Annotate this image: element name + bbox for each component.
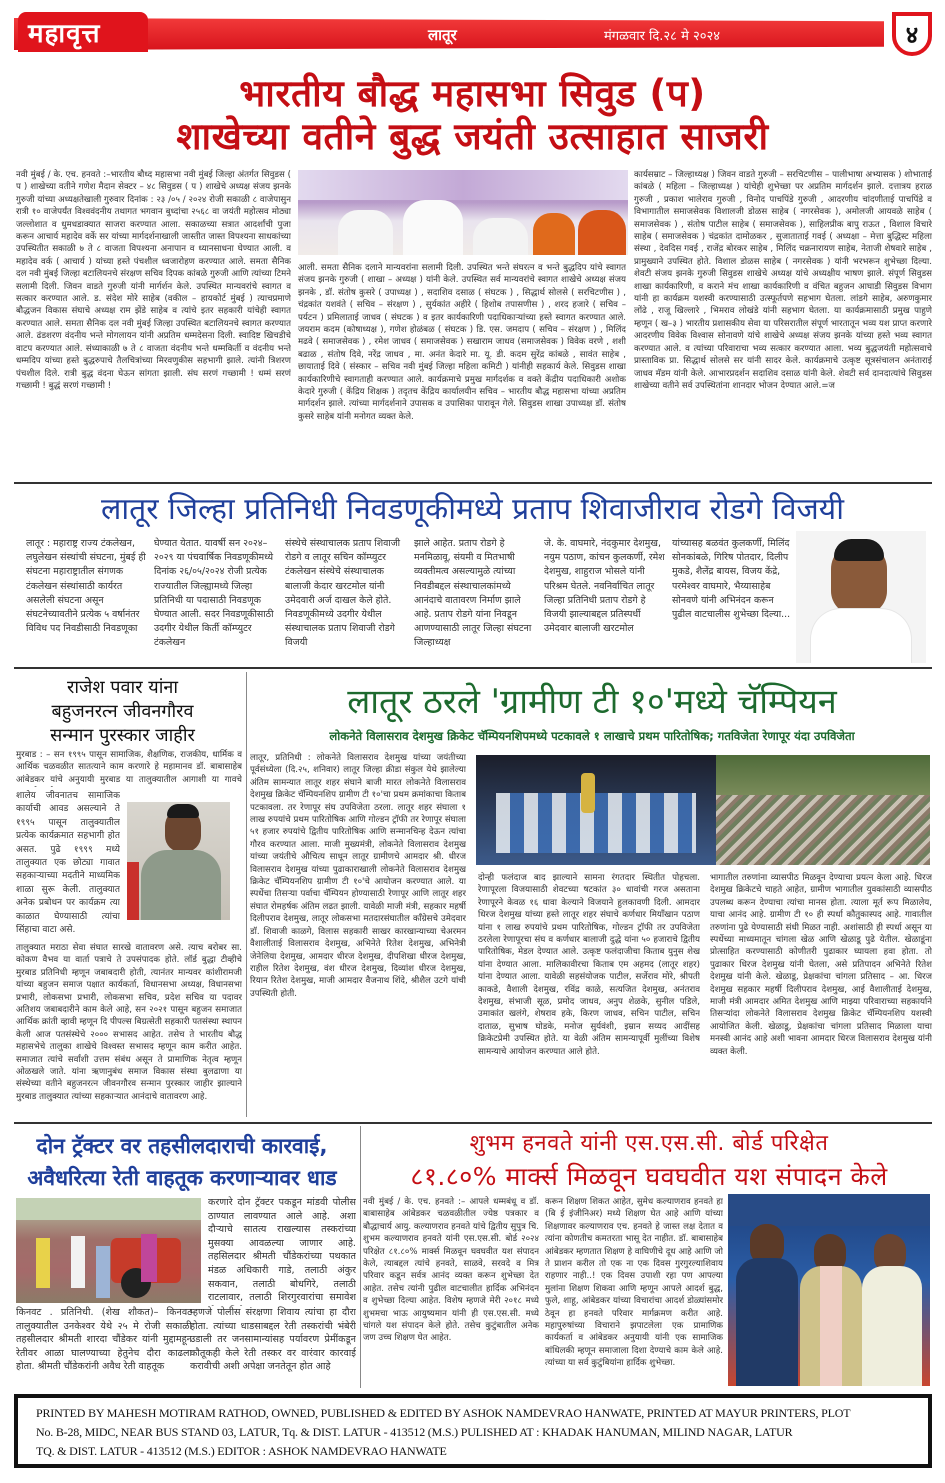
divider [14,1122,932,1124]
imprint-footer [14,1394,932,1468]
story1-column-1: नवी मुंबई / के. एच. हनवते :–भारतीय बौध्द महासभा नवी मुंबई जिल्हा अंतर्गत सिवुडस ( प ) शाखेच्या वतीने गणेश मैदान सेक्टर – ४८ सिवुडस ( प ) शाखेचे अध्यक्ष संजय झनके गुरुजी यांच्या अध्यक्षतेखाली गुरुवार दिनांक : २३ /०५ / २०२४ रोजी सकाळी ८ वाजेपासुन रात्री १० वाजेपर्यंत विश्ववंदनीय तथागत भगवान बुध्दांचा २५६८ वा जयंती महोत्सव मोठ्या जल्लोशात व धुमधडाक्यात साजरा करण्यात आला. सकाळच्या सत्रात आदर्शांची पुजा करून आचार्य महादेव वर्के सर यांच्या मार्गदर्शनाखाली जास्तीत जास्त विपश्यना साधकांच्या उपस्थितीत सकाळी ७ ते ८ वाजता विपश्यना अनापान व ध्यानसाधना घेण्यात आली. व महादेव वर्क ( आचार्य ) यांच्या हस्ते पंचशील ध्वजारोहण करण्यात आले. समता सैनिक दल नवी मुंबई जिल्हा बटालियनचे संरक्षण सचिव दिपक कांबळे गुरुजी आणि त्यांच्या टिमने सलामी दिली. जिवन वाडते गुरुजी यांनी मार्गर्शन केले. उपस्थित मान्यवरांचे स्वागत व सत्कार करण्यात आले. ड. संदेश मोरे साहेब (वकील – हायकोर्ट मुंबई ) त्याचप्रमाणे बौद्धजन विकास संघाचे अध्यक्ष राम झेंडे साहेब व त्यांचे इतर सहकारी यांचेही स्वागत करण्यात आले. समता सैनिक दल नवी मुंबई जिल्हा उपस्थित बटालियनचे स्वागत करण्यात आले. ढंडशरण वंदनीय भन्ते मोगलायन यांनी अप्रतिम धम्मदेसना दिली. स्वादिष्ट खिचडीचे वाटप करण्यात आले. संध्याकाळी ७ ते ८ वाजता वंदनीय भन्ते धम्मकिर्ती व वंदनीय भन्ते धम्मदिप यांच्या हस्ते बुद्धरुपाचे तैलचित्रांच्या मिरवणुकीस सहभागी झाले. त्यांनी त्रिशरण पंचशील दिले. रात्री बुद्ध वंदना घेऊन सांगता झाली. संघ सरणं गच्छामी ! धम्मं सरणं गच्छामी ! बुद्धं सरणं गच्छामी ! [16,170,291,391]
story2-column-6: यांच्यासह बळवंत कुलकर्णी, मिलिंद सोनकांबळे, गिरिष पोतदार, दिलीप मुकडे, शैलेंद्र बायस, विजय केंद्रे, परमेश्वर वाघमारे, भैय्यासाहेब सोनवणे यांनी अभिनंदन करून पुढील वाटचालीस शुभेच्छा दिल्या... [672,538,791,621]
issue-date: मंगळवार दि.२८ मे २०२४ [604,29,721,44]
story4-photo-cricket-champions [476,755,930,865]
story5-headline-line2: अवैधरित्या रेती वाहतूक करणाऱ्यावर धाड [27,1166,337,1190]
story6-photo-shubham-hanwate [728,1194,930,1386]
story2-column-5: जे. के. वाघमारे, नंदकुमार देशमुख, नयुम पठाण, कांचन कुलकर्णी, रमेश देशमुख, शाहुराज भोसले यांनी परिश्रम घेतले. नवनिर्वाचित लातूर जिल्हा प्रतिनिधी प्रताप रोडगे हे विजयी झाल्याबद्दल प्रतिस्पर्धी उमेदवार बालाजी खरटमोल [544,538,665,635]
story2-column-4: झाले आहेत. प्रताप रोडगे हे मनमिळावू, संयमी व मितभाषी व्यक्तीमत्व असल्यामुळे त्यांच्या निवडीबद्दल संस्थाचालकांमध्ये आनंदाचे वातावरण निर्माण झाले आहे. प्रताप रोडगे यांना निवडून आणण्यासाठी लातूर जिल्हा संघटना जिल्हाध्यक्ष [414,538,532,649]
story6-column-2: करून शिक्षण शिकत आहेत, सुमेध कल्याणराव हनवते हा (बि ई इंजीनिअर) मध्ये शिक्षण घेत आहे आणि यांच्या शिक्षणावर कल्याणराव एच. हनवते हे जास्त लक्ष देतात व त्यांना कोणतीच कमतरता भासू देत नाहीत. डॉ. बाबासाहेब आंबेडकर म्हणतात शिक्षण हे वाघिणीचे दूध आहे आणि जो ते प्राशन करील तो एक ना एक दिवस गुरगुरल्याशिवाय राहणार नाही..! एक दिवस उपाशी रहा पण आपल्या मुलांना शिक्षण शिकवा आणि म्हणून आपले आदर्श बुद्ध, फुले, शाहू, आंबेडकर यांच्या विचारांचा आदर्श डोळ्यांसमोर ठेवून हा हनवते परिवार मार्गक्रमण करीत आहे. महापुरुषांच्या विचाराने झपाटलेला एक प्रामाणिक कार्यकर्ता व आंबेडकर अनुयायी यांनी एक सामाजिक बांधिलकी म्हणून समाजाला दिशा देण्याचे काम केले आहे. त्यांच्या या सर्व कुटुंबियांना हार्दिक शुभेच्छा. [545,1197,723,1369]
story3-photo-rajesh-pawar [127,802,230,920]
story6-column-1: नवी मुंबई / के. एच. हनवते :– आपले धम्मबंधू व डॉ. बाबासाहेब आंबेडकर चळवळीतील ज्येष्ठ पत्रकार व बौद्धाचार्य आयु. कल्याणराव हनवते यांचे द्वितीय सुपुत्र चि. शुभम कल्याणराव हनवते यांनी एस.एस.सी. बोर्ड २०२४ परिक्षेत ८१.८०% मार्क्स मिळवून घवघवीत यश संपादन केले, त्याबद्दल त्यांचे हनवते, साळवे, सरवदे व मित्र परिवार कडून सर्वत्र आनंद व्यक्त करून शुभेच्छा देत आहेत. तसेच त्यांनी पुढील वाटचालीत हार्दिक अभिनंदन व शुभेच्छा दिल्या आहेत. विशेष म्हणजे मेरी २०१८ मध्ये शुभमचा भाऊ आयुष्यमान यांनी ही एस.एस.सी. मध्ये चांगले यश संपादन केले होते. तसेच कुटुंबातील अनेक जण उच्च शिक्षण घेत आहेत. [363,1197,539,1344]
divider [14,667,932,669]
story3-headline-line1: राजेश पवार यांना [66,677,179,698]
imprint-line-2: No. B-28, MIDC, NEAR BUS STAND 03, LATUR, Tq. & DIST. LATUR - 413512 (M.S.) PULISHED AT : KHADAK HANUMAN, MILIND NAGAR, LATUR [36,1425,793,1439]
story1-photo-buddha-jayanti-stage [298,170,628,255]
column-divider [246,672,247,1117]
story1-headline-line2: शाखेच्या वतीने बुद्ध जयंती उत्साहात साजरी [176,115,769,158]
story6-headline-line1: शुभम हनवते यांनी एस.एस.सी. बोर्ड परिक्षेत [469,1131,829,1156]
story3-body: तालुक्यात मराठा सेवा संघात सारखे वातावरण असे. त्याच बरोबर सा. कोकण वैभव या वार्ता पत्राचे ते उपसंपादक होते. लॉर्ड बुद्धा टीव्हीचे मुरबाड प्रतिनिधी म्हणून जबाबदारी होती, त्यानंतर मान्यवर कांशीरामजी यांच्या बहुजन समाज पक्षात कार्यकर्ता, विधानसभा अध्यक्ष, विधानसभा प्रभारी, लोकसभा प्रभारी, लोकसभा सचिव, प्रदेश सचिव या पदावर अतिशय जबाबदारीने काम केले आहे, सन २०२१ पासून बहुजन समाजात आर्थिक क्रांती व्हावी म्हणून दि पीपल्स बिग्रत्सेती सहकारी पतसंस्था स्थापन केली आज पतसंस्थेचे २००० सभासद आहेत. तसेच ते भारतीय बौद्ध महासभेचे तालुका शाखेचे विश्वस्त सभासद म्हणून काम करीत आहेत. समाजात त्यांचे सर्वांशी उत्तम संबंध असून ते प्रामाणिक नेतृत्व म्हणून ओळखले जाते. यांना ऋणानुबंध समाज विकास संस्था बुलढाणा या संस्थेच्या वतीने बहुजनरत्न जीवनगौरव सन्मान पुरस्कार जाहीर झाल्याने मुरबाड तालुक्यात त्यांच्या सहकाऱ्यात आनंदाचे वातावरण आहे. [16,943,242,1102]
story5-photo-tractor-seized [16,1198,201,1303]
story5-headline [12,1130,352,1194]
story4-subhead: लोकनेते विलासराव देशमुख क्रिकेट चॅम्पियनशिपमध्ये पटकावले १ लाखाचे प्रथम पारितोषिक; गतविजेता रेणापूर यंदा उपविजेता [329,729,855,743]
story1-column-2: आली. समता सैनिक दलाने मान्यवरांना सलामी दिली. उपस्थित भन्ते संघरत्न व भन्ते बुद्धदिप यांचे स्वागत संजय झनके गुरुजी ( शाखा – अध्यक्ष ) यांनी केले. उपस्थित सर्व मान्यवरांचे स्वागत शाखेचे अध्यक्ष संजय झनके , डॉ. संतोष कुसरे ( उपाध्यक्ष ) , सदाशिव दसाळ ( संघटक ) , सिद्धार्थ सोलसे ( सरचिटणीस ) , चंद्रकांत यशवंते ( सचिव – संरक्षण ) , सुर्यकांत अहीरे ( हिशोब तपासणीस ) , शरद हजारे ( सचिव – पर्यटन ) प्रमिलाताई जाधव ( संघटक ) व इतर कार्यकारिणी पदाधिकाऱ्यांच्या हस्ते स्वागत करण्यात आले. जयराम कदम (कोषाध्यक्ष ), गणेश होळंबळ ( संघटक ) डि. एस. जमदाप ( सचिव – संरक्षण ) , मिलिंद मढवे ( समाजसेवक ) , रमेश जाधव ( समाजसेवक ) सखाराम जाधव (समाजसेवक ) विवेक वरणे , शशी बढाळ , संतोष दिवे, नरेंद्र जाधव , मा. अनंत केदारे मा. यू. डी. कदम सुरेंद्र कांबळे , सावंत साहेब , छायाताई दिवे ( संस्कार – सचिव नवी मुंबई जिल्हा महिला कमिटी ) यांनीही सहकार्य केले. सिवुडस शाखा कार्यकारिणीचे स्वागताही करण्यात आले. कार्यक्रमाचे प्रमुख मार्गदर्शक व वक्ते केंद्रीय पदाधिकारी अशोक केदारे गुरुजी ( केंद्रिय शिक्षक ) तदृतच केंद्रिय कार्यालयीन सचिव – भारतीय बौद्ध महासभा यांच्या अप्रतिम मार्गदर्शन झाले. त्यांच्या मार्गदर्शनाने उपासक व उपासिका पारावून गेले. सिवुडस शाखा उपाध्यक्ष डॉ. संतोष कुसरे साहेब यांनी मनोगत व्यक्त केले. [298,263,626,422]
story2-column-3: संस्थेचे संस्थाचालक प्रताप शिवाजी रोडगे व लातूर सचिन कॉम्प्युटर टंकलेखन संस्थेचे संस्थाचालक बालाजी केदार खरटमोल यांनी उमेदवारी अर्ज दाखल केले होते. निवडणूकीमध्ये उदगीर येथील संस्थाचालक प्रताप शिवाजी रोडगे विजयी [285,538,401,649]
edition-city: लातूर [428,26,457,44]
divider [14,482,932,484]
story3-headline-line3: सन्मान पुरस्कार जाहीर [50,725,195,746]
story5-bottom-text: किनवट . प्रतिनिधी. (शेख शौकत)– किनवट तालुक्यातील उनकेश्वर येथे २५ मे रोजी सकाळी तहसीलदार श्रीमती शारदा चौंडेकर यांनी मुद्दामहून रेतीवर आळा घालण्याच्या हेतुनेच दौरा काढला होता. श्रीमती चौंडेकरांनी अवैध रेती वाहतूक [16,1307,192,1373]
story4-headline: लातूर ठरले 'ग्रामीण टी १०'मध्ये चॅम्पियन [347,682,837,722]
story3-headline [10,676,235,748]
story5-headline-line1: दोन ट्रॅक्टर वर तहसीलदाराची कारवाई, [36,1134,328,1158]
story1-headline-line1: भारतीय बौद्ध महासभा सिवुड (प) [239,72,706,115]
story5-right-text: करणारे दोन ट्रॅक्टर पकडून मांडवी पोलीस ठाण्यात लावण्यात आले आहे. अशा दौऱ्याचे सातत्य राखल्यास तस्करांच्या मुसक्या आवळल्या जाणार आहे. तहसिलदार श्रीमती चौंडेकरांच्या पथकात मंडळ अधिकारी गाडे, तलाठी अंकुर सकवान, तलाठी बोधगिरे, तलाठी राटलावार, तलाठी शिरगुरवारांचा समावेश [208,1197,356,1304]
column-divider [360,1126,361,1388]
story2-photo-pratap-rodge [796,531,926,663]
story4-column-3: भागातील तरुणांना व्यासपीठ मिळवून देण्याचा प्रयत्न केला आहे. धिरज देशमुख क्रिकेटचे चाहते आहेत, ग्रामीण भागातील युवकांसाठी व्यासपीठ उपलब्ध करून देण्याचा त्यांचा मानस होता. त्याला मूर्त रूप मिळालेय, याचा आनंद आहे. ग्रामीण टी १० ही स्पर्धा कौतुकास्पद आहे. गावातील तरुणांना पुढे येण्यासाठी संधी मिळत नाही. अशांसाठी ही स्पर्धा असून या स्पर्धेच्या माध्यमातून चांगला खेळ आणि खेळाडू पुढे येतील. खेळाडूंना प्रोत्साहित करण्यासाठी कोणीतरी पुढाकार घ्यायला हवा होता. तो पुढाकार धिरज देशमुख यांनी घेतला, असे प्रतिपादन अभिनेते रितेश देशमुख यांनी केले. खेळाडू, प्रेक्षकांचा चांगला प्रतिसाद – आ. धिरज देशमुख सहकार महर्षी दिलीपराव देशमुख, आई वैशालीताई देशमुख, माजी मंत्री आमदार अमित देशमुख आणि माझ्या परिवाराच्या सहकार्याने तिसऱ्यांदा लोकनेते विलासराव देशमुख क्रिकेट चॅम्पियनशिप यशस्वी आयोजित केली. खेळाडू, प्रेक्षकांचा चांगला प्रतिसाद मिळाला याचा मनस्वी आनंद आहे अशी भावना आमदार धिरज विलासराव देशमुख यांनी व्यक्त केली. [710,873,932,1057]
story1-column-3: कार्यसम्राट – जिल्हाध्यक्ष ) जिवन वाडते गुरुजी – सरचिटणीस – पालीभाषा अभ्यासक ) शोभाताई कांबळे ( महिला – जिल्हाध्यक्ष ) यांचेही शुभेच्छा पर अप्रतिम मार्गदर्शन झाले. दत्तात्रय हराळ गुरुजी , प्रकाश भालेराव गुरुजी , विनोद पाचपिंडे गुरुजी , आदरणीय चांदणीताई पाचपिंडे व विभागातील समाजसेवक विशालजी डोळस साहेब ( नगरसेवक ), अमोलजी आयवळे साहेब ( समाजसेवक ) , संतोष पाटील साहेब ( समाजसेवक ), साहिलप्रीक बापु राऊत , विशाल विचारे साहेब ( समाजसेवक ) चंद्रकांत दामोळकर , सुजाताताई गवई ( अध्यक्षा – मेत्ता बुद्धिस्ट महिला संस्था , देवदिस गवई , राजेंद्र बोरकर साहेब , मिलिंद चक्रनारायण साहेब, नेताजी शेषवारे साहेब , प्रामुख्याने उपस्थित होते. विशाल डोळस साहेब ( नगरसेवक ) यांनी भरभरून शुभेच्छा दिल्या. शेवटी संजय झनके गुरुजी सिवुडस शाखेचे अध्यक्ष यांचे अध्यक्षीय भाषण झाले. संपूर्ण सिवुडस शाखा कार्यकारिणी, व कराने मंच शाखा कार्यकारिणी व वंचित बहुजन आघाडी सिवुडस विभाग यांनी हा कार्यक्रम यशस्वी करण्यासाठी उत्स्फूर्तपणे सहभाग घेतला. लांडगे साहेब, अरुणकुमार लोंढे , राजू खिल्लारे , भिमराव लोखंडे यांनी सहभाग घेतला. या कार्यक्रमासाठी प्रमुख पाहुणे म्हणून ( ख–३ ) भारतीय प्रशासकीय सेवा या परिसरातील संपूर्ण भारतातून भव्य यश प्राप्त करणारे आदरणीय विवेक विश्वास सोनावणे यांचे शाखेचे अध्यक्ष संजय झनके यांच्या हस्ते भव्य स्वागत करण्यात आले. व त्यांच्या परिवाराचा भव्य सत्कार करण्यात आला. भव्य बुद्धजयंती महोत्सवाचे प्रास्ताविक प्रा. सिद्धार्थ सोलसे सर यांनी सादर केले. कार्यक्रमाचे उत्कृष्ट सूत्रसंचालन अनंताराई जाधव मॅडम यांनी केले. आभारप्रदर्शन सदाशिव दसाळ यांनी केले. शेवटी सर्व दानदात्यांचे सिवुडस शाखेच्या वतीने सर्व उपस्थितांना शानदार भोजन देण्यात आले.=ज [634,170,932,391]
masthead [14,12,932,56]
story3-lead: मुरबाड : – सन १९९५ पासून सामाजिक, शैक्षणिक, राजकीय, धार्मिक व आर्थिक चळवळीत सातत्याने काम करणारे हे महामानव डॉ. बाबासाहेब आंबेडकर यांचे अनुयायी मुरबाड या तालुक्यातील आगाशी या गावचे [16,750,242,785]
story3-side-text: शालेय जीवनातच सामाजिक कार्याची आवड असल्याने ते १९९५ पासून तालुक्यातील प्रत्येक कार्यक्रमात सहभागी होत असत. पुढे १९९९ मध्ये तालुक्यात एक छोट्या गावात सहकाऱ्याच्या मदतीने माध्यमिक शाळा सुरू केली. तालुक्यात अनेक प्रबोधन पर कार्यक्रम त्या काळात घेण्यासाठी त्यांचा सिंहाचा वाटा असे. [16,791,120,936]
story4-column-2: दोन्ही फलंदाज बाद झाल्याने सामना रंगतदार स्थितीत पोहचला. रेणापूरला विजयासाठी शेवटच्या षटकांत ३० धावांची गरज असताना रेणापूरने केवळ १६ धावा केल्याने विजयाने हुलकावणी दिली. आमदार धिरज देशमुख यांच्या हस्ते लातूर शहर संघाचे कर्णधार मियाँखान पठाण यांना १ लाख रुपयांचे प्रथम पारितोषिक, गोल्डन ट्रॉफी तर उपविजेता ठरलेला रेणापूरचा संघ व कर्णधार बालाजी दुद्धे यांना ५० हजाराचे द्वितीय पारितोषिक, मेडल देण्यात आले. उत्कृष्ट फलंदाजीचा किताब युनुस शेख यांना देण्यात आला. मालिकावीरचा किताब एम अहमद (लातूर शहर) यांना देण्यात आला. यावेळी सहसंयोजक पाटील, सर्जेराव मोरे, श्रीपती काकडे, वैशाली देशमुख, रविंद्र काळे, सत्यजित देशमुख, अनंतराव देशमुख, संभाजी सूळ, प्रमोद जाधव, अनुप शेळके, सुनील पडिले, उमाकांत खलंगे, शेषराव हके, किरण जाधव, सचिन पाटील, सचिन दाताळ, सुभाष घोडके, मनोज सुर्यवंशी, इम्रान सय्यद आदींसह क्रिकेटप्रेमी उपस्थित होते. या वेळी अंतिम सामन्यापूर्वी मुलींच्या विशेष सामन्याचे आयोजन करण्यात आले होते. [478,873,700,1057]
story2-column-1: लातूर : महाराष्ट्र राज्य टंकलेखन, लघुलेखन संस्थांची संघटना, मुंबई ही संघटना महाराष्ट्रातील संगणक टंकलेखन संस्थांसाठी कार्यरत असलेली संघटना असून संघटनेच्यावतीने प्रत्येक ५ वर्षानंतर विविध पद निवडीसाठी निवडणूका [26,538,146,635]
story2-column-2: घेण्यात येतात. यावर्षी सन २०२४–२०२९ या पंचवार्षिक निवडणूकीमध्ये दिनांक २६/०५/२०२४ रोजी प्रत्येक राज्यातील जिल्ह्यामध्ये जिल्हा प्रतिनिधी या पदासाठी निवडणूक घेण्यात आली. सदर निवडणूकीसाठी उदगीर येथील किर्ती कॉम्प्युटर टंकलेखन [154,538,274,649]
page-number: ४ [892,12,932,56]
story4-column-1: लातूर, प्रतिनिधी : लोकनेते विलासराव देशमुख यांच्या जयंतीच्या पूर्वसंध्येला (दि.२५, शनिवार) लातूर जिल्हा क्रीडा संकुल येथे झालेल्या अंतिम सामन्यात लातूर शहर संघाने बाजी मारत लोकनेते विलासराव देशमुख क्रिकेट चॅम्पियनशिप ग्रामीण टी १०'चा प्रथम क्रमांकाचा किताब पटकावला. तर रेणापूर संघ उपविजेता ठरला. लातूर शहर संघाला १ लाख रुपयांचे प्रथम पारितोषिक आणि गोल्डन ट्रॉफी तर रेणापूर संघाला ५१ हजार रुपयांचे द्वितीय पारितोषिक आणि सन्मानचिन्ह देऊन त्यांचा गौरव करण्यात आला. माजी मुख्यमंत्री, लोकनेते विलासराव देशमुख यांच्या जयंतीचे औचित्य साधून लातूर ग्रामीणचे आमदार श्री. धीरज विलासराव देशमुख यांच्या पुढाकाराखाली लोकनेते विलासराव देशमुख क्रिकेट चॅम्पियनशिप ग्रामीण टी १०'चे आयोजन करण्यात आले. या स्पर्धेचा तिसऱ्या पर्वाचा चॅम्पियन होण्यासाठी रेणापूर आणि लातूर शहर संघात रोमहर्षक अंतिम लढत झाली. यावेळी माजी मंत्री, सहकार महर्षी दिलीपराव देशमुख, लातूर लोकसभा मतदारसंघातील काँग्रेसचे उमेदवार डॉ. शिवाजी काळगे, विलास सहकारी साखर कारखान्याच्या चेअरमन वैशालीताई विलासराव देशमुख, अभिनेते रितेश देशमुख, अभिनेत्री जेनेलिया देशमुख, आमदार धीरज देशमुख, दीपशिखा धीरज देशमुख, राहील रितेश देशमुख, वंश धीरज देशमुख, दिव्यांश धीरज देशमुख, रियान रितेश देशमुख, माजी आमदार वैजनाथ शिंदे, श्रीशैल उटगे यांची उपस्थिती होती. [250,753,466,999]
imprint-line-1: PRINTED BY MAHESH MOTIRAM RATHOD, OWNED, PUBLISHED & EDITED BY ASHOK NAMDEVRAO HANWATE, PRINTED AT MAYUR PRINTERS, PLOT [36,1406,851,1420]
imprint-line-3: TQ. & DIST. LATUR - 413512 (M.S.) EDITOR : ASHOK NAMDEVRAO HANWATE [36,1444,447,1458]
newspaper-logo: महावृत्त [28,19,101,49]
story3-headline-line2: बहुजनरत्न जीवनगौरव [51,701,194,722]
story6-headline-line2: ८१.८०% मार्क्स मिळवून घवघवीत यश संपादन केले [410,1162,888,1191]
story5-bottom-right-text: म्हणजे पोलीस संरक्षणा शिवाय त्यांचा हा दौरा होता. त्यांच्या धाडसाबद्दल रेती तस्करांची भंबेरी उडाली तर जनसामान्यांसह पर्यावरण प्रेमींकडून कौतूकही केले रेती तस्कर वर वारंवार कारवाई करावीची अशी अपेक्षा जनतेतून होत आहे [190,1307,356,1373]
story2-headline: लातूर जिल्हा प्रतिनिधी निवडणूकीमध्ये प्रताप शिवाजीराव रोडगे विजयी [101,492,844,527]
